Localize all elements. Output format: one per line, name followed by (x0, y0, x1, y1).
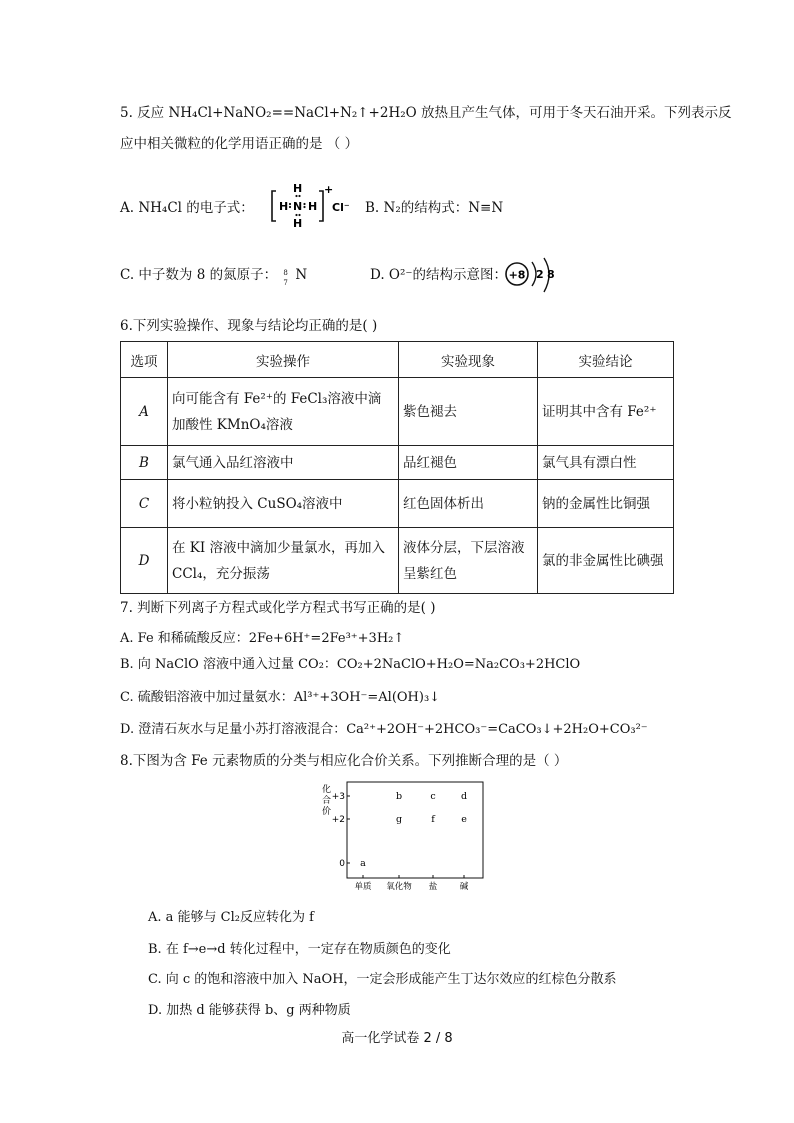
x-category-label: 盐 (428, 882, 438, 892)
question-5-line2: 应中相关微粒的化学用语正确的是 （ ） (120, 136, 359, 152)
h-bottom: H (293, 217, 303, 229)
ammonium-chloride-electron-formula (268, 181, 358, 229)
x-category-label: 氧化物 (386, 882, 412, 892)
chloride-ion: Cl⁻ (332, 201, 350, 214)
question-8-stem: 8.下图为含 Fe 元素物质的分类与相应化合价关系。下列推断合理的是（ ） (120, 753, 568, 769)
x-category-label: 单质 (354, 882, 372, 892)
page-footer: 高一化学试卷 2 / 8 (341, 1031, 453, 1046)
h-right: H (308, 200, 318, 213)
oxide-ion-structure-diagram (502, 254, 562, 298)
h-top: H (293, 182, 303, 195)
question-5-option-c-text: C. 中子数为 8 的氮原子： (120, 267, 278, 283)
data-point-d: d (460, 791, 468, 802)
nuclide-notation: 8 7 (283, 269, 288, 287)
question-8-option-a: A. a 能够与 Cl₂反应转化为 f (148, 910, 314, 925)
question-5-option-c: C. 中子数为 8 的氮原子： 8 7 N (120, 267, 308, 287)
header-phenomenon: 实验现象 (399, 342, 538, 378)
table-row: B 氯气通入品红溶液中 品红褪色 氯气具有漂白性 (121, 446, 674, 480)
y-axis-label: 化 (322, 785, 332, 795)
data-point-c: c (430, 791, 436, 802)
charge-plus: + (324, 183, 334, 196)
h-left: H (279, 200, 289, 213)
table-row: D 在 KI 溶液中滴加少量氯水，再加入 CCl₄，充分振荡 液体分层，下层溶液呈紫红色 氯的非金属性比碘强 (121, 528, 674, 594)
header-conclusion: 实验结论 (538, 342, 674, 378)
data-point-f: f (431, 814, 435, 825)
question-8-option-d: D. 加热 d 能够获得 b、g 两种物质 (148, 1003, 351, 1018)
header-operation: 实验操作 (168, 342, 399, 378)
question-7-option-c: C. 硫酸铝溶液中加过量氨水：Al³⁺+3OH⁻=Al(OH)₃↓ (120, 690, 441, 705)
question-8-option-c: C. 向 c 的饱和溶液中加入 NaOH，一定会形成能产生丁达尔效应的红棕色分散系 (148, 972, 617, 987)
y-tick-label: +3 (331, 792, 345, 802)
y-tick-label: +2 (331, 815, 345, 825)
nucleus-charge: +8 (508, 268, 526, 282)
iron-valence-chart (318, 778, 494, 896)
table-row: A 向可能含有 Fe²⁺的 FeCl₃溶液中滴加酸性 KMnO₄溶液 紫色褪去 证明其中含有 Fe²⁺ (121, 378, 674, 446)
table-header-row (121, 342, 674, 378)
shell-1-electrons: 2 (536, 268, 544, 281)
table-row: C 将小粒钠投入 CuSO₄溶液中 红色固体析出 钠的金属性比铜强 (121, 480, 674, 528)
question-5-line1: 5. 反应 NH₄Cl+NaNO₂==NaCl+N₂↑+2H₂O 放热且产生气体，可用于冬天石油开采。下列表示反 (120, 105, 732, 121)
question-7-stem: 7. 判断下列离子方程式或化学方程式书写正确的是( ) (120, 600, 436, 616)
question-5-option-a: A. NH₄Cl 的电子式： (120, 200, 254, 216)
y-axis-label: 价 (322, 807, 332, 817)
data-point-e: e (461, 814, 467, 825)
header-option: 选项 (121, 342, 168, 378)
question-7-option-d: D. 澄清石灰水与足量小苏打溶液混合：Ca²⁺+2OH⁻+2HCO₃⁻=CaCO₃↓+2H₂O+CO₃²⁻ (120, 722, 648, 737)
question-7-option-a: A. Fe 和稀硫酸反应：2Fe+6H⁺=2Fe³⁺+3H₂↑ (120, 631, 405, 646)
question-5-option-d: D. O²⁻的结构示意图： (370, 267, 508, 283)
question-5-option-b: B. N₂的结构式：N≡N (365, 200, 504, 216)
shell-2-electrons: 8 (547, 268, 555, 281)
data-point-a: a (360, 858, 366, 869)
experiment-table (120, 341, 674, 594)
data-point-g: g (395, 814, 403, 825)
y-tick-label: 0 (339, 859, 345, 869)
data-point-b: b (395, 791, 403, 802)
question-8-option-b: B. 在 f→e→d 转化过程中，一定存在物质颜色的变化 (148, 942, 451, 957)
question-6-stem: 6.下列实验操作、现象与结论均正确的是( ) (120, 318, 378, 334)
question-7-option-b: B. 向 NaClO 溶液中通入过量 CO₂：CO₂+2NaClO+H₂O=Na₂CO₃+2HClO (120, 657, 581, 672)
x-category-label: 碱 (459, 882, 469, 892)
n-center: N (293, 200, 303, 213)
y-axis-label: 合 (322, 796, 332, 806)
